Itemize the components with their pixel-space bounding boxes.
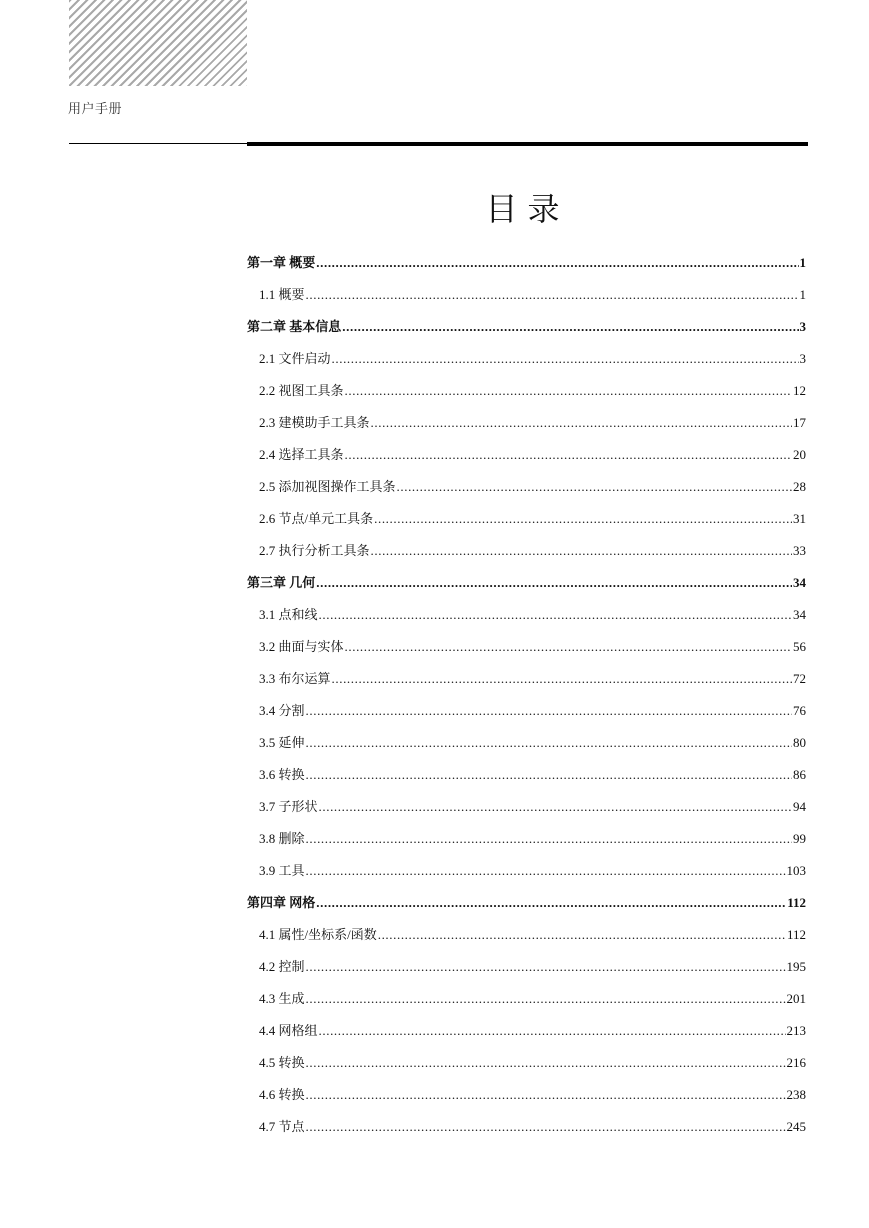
toc-section-entry[interactable] <box>247 919 806 951</box>
toc-section-entry[interactable] <box>247 631 806 663</box>
toc-entry-leader-dots <box>306 823 792 855</box>
toc-entry-label: 3.2 曲面与实体 <box>259 639 344 654</box>
toc-entry-leader-dots <box>306 983 786 1015</box>
toc-entry-label: 3.6 转换 <box>259 767 305 782</box>
toc-section-entry[interactable] <box>247 279 806 311</box>
toc-entry-leader-dots <box>378 919 786 951</box>
toc-entry-label: 4.2 控制 <box>259 959 305 974</box>
toc-section-entry[interactable] <box>247 343 806 375</box>
toc-entry-page-number: 34 <box>793 575 806 590</box>
toc-entry-page-number: 31 <box>793 511 806 526</box>
toc-entry-leader-dots <box>332 343 799 375</box>
toc-section-entry[interactable] <box>247 1111 806 1143</box>
manual-header-label: 用户手册 <box>68 102 123 117</box>
toc-entry-page-number: 86 <box>793 767 806 782</box>
toc-entry-page-number: 112 <box>787 895 806 910</box>
toc-entry-label: 3.4 分割 <box>259 703 305 718</box>
toc-chapter-entry[interactable] <box>247 311 806 343</box>
toc-entry-leader-dots <box>316 887 786 919</box>
toc-section-entry[interactable] <box>247 727 806 759</box>
toc-entry-leader-dots <box>306 1079 786 1111</box>
toc-entry-leader-dots <box>345 375 792 407</box>
toc-chapter-entry[interactable] <box>247 247 806 279</box>
toc-entry-label: 4.7 节点 <box>259 1119 305 1134</box>
toc-entry-page-number: 12 <box>793 383 806 398</box>
toc-entry-page-number: 34 <box>793 607 806 622</box>
toc-entry-page-number: 80 <box>793 735 806 750</box>
toc-entry-leader-dots <box>306 855 786 887</box>
toc-entry-label: 4.6 转换 <box>259 1087 305 1102</box>
toc-entry-page-number: 33 <box>793 543 806 558</box>
toc-entry-leader-dots <box>306 951 786 983</box>
toc-entry-page-number: 245 <box>786 1119 806 1134</box>
toc-entry-leader-dots <box>316 247 798 279</box>
toc-entry-label: 3.8 删除 <box>259 831 305 846</box>
toc-entry-label: 第三章 几何 <box>247 575 316 590</box>
toc-entry-page-number: 1 <box>799 287 806 302</box>
toc-entry-leader-dots <box>319 1015 786 1047</box>
toc-section-entry[interactable] <box>247 823 806 855</box>
toc-entry-leader-dots <box>397 471 792 503</box>
toc-entry-label: 2.1 文件启动 <box>259 351 331 366</box>
toc-title: 目录 <box>485 190 570 228</box>
toc-section-entry[interactable] <box>247 759 806 791</box>
toc-section-entry[interactable] <box>247 983 806 1015</box>
toc-section-entry[interactable] <box>247 855 806 887</box>
header-rule-thin <box>69 143 247 144</box>
toc-entry-label: 3.7 子形状 <box>259 799 318 814</box>
toc-entry-label: 2.3 建模助手工具条 <box>259 415 370 430</box>
toc-entry-page-number: 17 <box>793 415 806 430</box>
toc-entry-leader-dots <box>374 503 792 535</box>
toc-entry-page-number: 201 <box>786 991 806 1006</box>
toc-section-entry[interactable] <box>247 663 806 695</box>
toc-entry-leader-dots <box>306 1111 786 1143</box>
toc-entry-label: 1.1 概要 <box>259 287 305 302</box>
toc-entry-label: 第四章 网格 <box>247 895 316 910</box>
toc-entry-leader-dots <box>345 439 792 471</box>
toc-entry-leader-dots <box>319 599 792 631</box>
toc-section-entry[interactable] <box>247 407 806 439</box>
toc-entry-label: 3.3 布尔运算 <box>259 671 331 686</box>
toc-entry-label: 2.2 视图工具条 <box>259 383 344 398</box>
toc-entry-label: 4.3 生成 <box>259 991 305 1006</box>
toc-section-entry[interactable] <box>247 791 806 823</box>
toc-section-entry[interactable] <box>247 695 806 727</box>
toc-section-entry[interactable] <box>247 1015 806 1047</box>
toc-chapter-entry[interactable] <box>247 567 806 599</box>
toc-entry-page-number: 94 <box>793 799 806 814</box>
toc-section-entry[interactable] <box>247 503 806 535</box>
toc-entry-label: 4.5 转换 <box>259 1055 305 1070</box>
toc-section-entry[interactable] <box>247 535 806 567</box>
toc-entry-page-number: 112 <box>786 927 806 942</box>
toc-entry-page-number: 3 <box>799 319 806 334</box>
toc-entry-page-number: 103 <box>786 863 806 878</box>
toc-entry-page-number: 3 <box>799 351 806 366</box>
toc-section-entry[interactable] <box>247 599 806 631</box>
header-rule-thick <box>247 142 808 146</box>
toc-entry-page-number: 216 <box>786 1055 806 1070</box>
toc-entry-label: 4.1 属性/坐标系/函数 <box>259 927 377 942</box>
toc-entry-page-number: 76 <box>793 703 806 718</box>
toc-entry-leader-dots <box>306 1047 786 1079</box>
toc-entry-label: 3.5 延伸 <box>259 735 305 750</box>
toc-entry-page-number: 238 <box>786 1087 806 1102</box>
toc-section-entry[interactable] <box>247 471 806 503</box>
toc-section-entry[interactable] <box>247 1047 806 1079</box>
toc-entry-page-number: 20 <box>793 447 806 462</box>
toc-entry-leader-dots <box>319 791 792 823</box>
toc-entry-label: 2.6 节点/单元工具条 <box>259 511 374 526</box>
toc-entry-leader-dots <box>306 727 792 759</box>
toc-entry-leader-dots <box>306 279 799 311</box>
toc-section-entry[interactable] <box>247 1079 806 1111</box>
toc-chapter-entry[interactable] <box>247 887 806 919</box>
toc-entry-page-number: 72 <box>793 671 806 686</box>
toc-entry-label: 第二章 基本信息 <box>247 319 342 334</box>
header-stripe-decoration <box>69 0 247 86</box>
toc-section-entry[interactable] <box>247 375 806 407</box>
toc-entry-label: 2.5 添加视图操作工具条 <box>259 479 396 494</box>
toc-entry-label: 2.7 执行分析工具条 <box>259 543 370 558</box>
toc-entry-page-number: 99 <box>793 831 806 846</box>
toc-entry-leader-dots <box>342 311 798 343</box>
toc-entry-leader-dots <box>371 407 792 439</box>
toc-section-entry[interactable] <box>247 439 806 471</box>
toc-entry-leader-dots <box>306 759 792 791</box>
toc-entry-page-number: 56 <box>793 639 806 654</box>
toc-entry-page-number: 195 <box>786 959 806 974</box>
toc-entry-leader-dots <box>345 631 792 663</box>
toc-entry-leader-dots <box>371 535 792 567</box>
toc-entry-page-number: 1 <box>799 255 806 270</box>
toc-entry-label: 3.9 工具 <box>259 863 305 878</box>
toc-entry-leader-dots <box>316 567 792 599</box>
toc-entry-label: 第一章 概要 <box>247 255 316 270</box>
toc-entry-page-number: 28 <box>793 479 806 494</box>
toc-entry-label: 4.4 网格组 <box>259 1023 318 1038</box>
toc-entry-leader-dots <box>332 663 792 695</box>
toc-entry-label: 2.4 选择工具条 <box>259 447 344 462</box>
toc-section-entry[interactable] <box>247 951 806 983</box>
toc-entry-page-number: 213 <box>786 1023 806 1038</box>
toc-entry-leader-dots <box>306 695 792 727</box>
table-of-contents <box>247 247 806 1143</box>
toc-entry-label: 3.1 点和线 <box>259 607 318 622</box>
